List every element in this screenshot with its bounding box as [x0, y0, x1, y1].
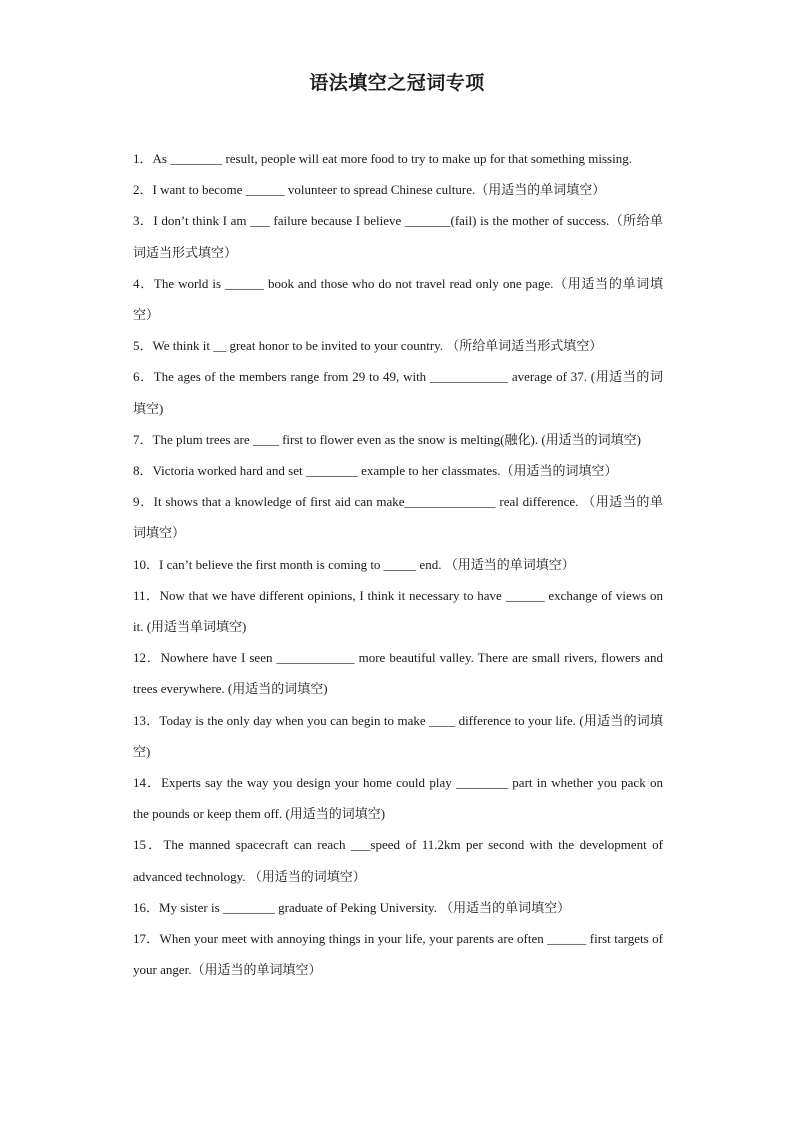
question-item: 10．I can’t believe the first month is coming to _____ end. （用适当的单词填空）: [133, 556, 575, 572]
page-title: 语法填空之冠词专项: [309, 72, 485, 94]
question-item: 7．The plum trees are ____ first to flower even as the snow is melting(融化). (用适当的词填空): [133, 431, 641, 447]
question-item: 3．I don’t think I am ___ failure because I believe _______(fail) is the mother of success.（所给单词适当形式填空）: [133, 213, 663, 260]
question-item: 4．The world is ______ book and those who do not travel read only one page.（用适当的单词填空）: [133, 275, 663, 323]
question-item: 8．Victoria worked hard and set ________ example to her classmates.（用适当的词填空）: [133, 463, 618, 479]
question-item: 16．My sister is ________ graduate of Peking University. （用适当的单词填空）: [133, 899, 571, 915]
question-item: 15．The manned spacecraft can reach ___speed of 11.2km per second with the development of advanced technology. （用适当的词填空）: [133, 837, 663, 884]
question-item: 5．We think it __ great honor to be invited to your country. （所给单词适当形式填空）: [133, 338, 603, 354]
question-item: 6．The ages of the members range from 29 to 49, with ____________ average of 37. (用适当的词填空): [133, 369, 663, 416]
question-item: 1．As ________ result, people will eat more food to try to make up for that something missing.: [133, 151, 632, 166]
question-item: 13．Today is the only day when you can begin to make ____ difference to your life. (用适当的词填空): [133, 712, 663, 759]
question-item: 14．Experts say the way you design your home could play ________ part in whether you pack on the pounds or keep them off. (用适当的词填空): [133, 775, 663, 822]
question-item: 17．When your meet with annoying things in your life, your parents are often ______ first targets of your anger.（用适当的单词填空）: [133, 931, 663, 978]
question-item: 2．I want to become ______ volunteer to spread Chinese culture.（用适当的单词填空）: [133, 182, 606, 198]
question-item: 9．It shows that a knowledge of first aid can make______________ real difference. （用适当的单词填空）: [133, 494, 663, 541]
question-item: 12．Nowhere have I seen ____________ more beautiful valley. There are small rivers, flowers and trees everywhere. (用适当的词填空): [133, 650, 663, 697]
question-list: [133, 143, 663, 985]
question-item: 11．Now that we have different opinions, I think it necessary to have ______ exchange of views on it. (用适当单词填空): [133, 587, 663, 635]
